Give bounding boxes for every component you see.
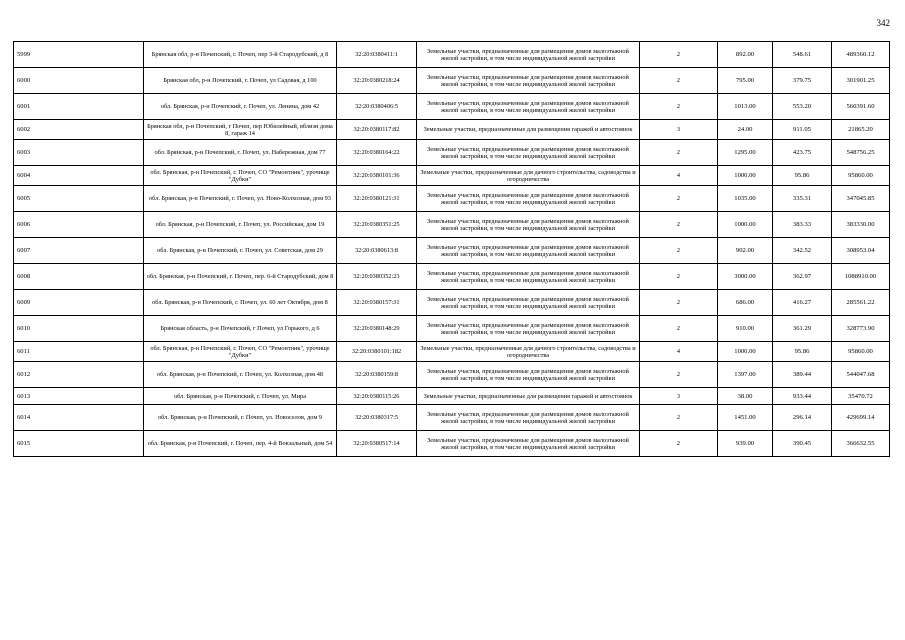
use-group-cell: 2	[640, 212, 718, 238]
land-use-cell: Земельные участки, предназначенные для размещения домов малоэтажной жилой застройки, в том числе индивидуальной жилой застройки	[417, 238, 640, 264]
address-cell: обл. Брянская, р-н Почепский, г. Почеп, пер. 6-й Стародубский, дом 8	[144, 264, 337, 290]
address-cell: обл. Брянская, р-н Почепский, г. Почеп, ул. Колхозная, дом 48	[144, 362, 337, 388]
table-row	[14, 342, 890, 362]
cadastral-value-cell: 1088910.00	[832, 264, 890, 290]
address-cell: Брянская область, р-н Почепский, г Почеп, ул Горького, д 6	[144, 316, 337, 342]
row-number-cell: 6015	[14, 431, 144, 457]
cadastral-number-cell: 32:20:0380115:26	[337, 388, 417, 405]
cadastral-number-cell: 32:20:0380121:31	[337, 186, 417, 212]
cadastral-number-cell: 32:20:0380411:1	[337, 42, 417, 68]
use-group-cell: 2	[640, 290, 718, 316]
address-cell: обл. Брянская, р-н Почепский, г. Почеп, ул. Ново-Колхозная, дом 93	[144, 186, 337, 212]
use-group-cell: 2	[640, 362, 718, 388]
table-row	[14, 166, 890, 186]
address-cell: обл. Брянская, р-н Почепский, г. Почеп, ул. 60 лет Октября, дом 8	[144, 290, 337, 316]
row-number-cell: 6002	[14, 120, 144, 140]
cadastral-number-cell: 32:20:0380218:24	[337, 68, 417, 94]
land-use-cell: Земельные участки, предназначенные для дачного строительства, садоводства и огородничества	[417, 166, 640, 186]
row-number-cell: 6009	[14, 290, 144, 316]
land-use-cell: Земельные участки, предназначенные для размещения домов малоэтажной жилой застройки, в том числе индивидуальной жилой застройки	[417, 264, 640, 290]
use-group-cell: 2	[640, 431, 718, 457]
cadastral-value-cell: 366632.55	[832, 431, 890, 457]
row-number-cell: 6005	[14, 186, 144, 212]
cadastral-value-cell: 560391.60	[832, 94, 890, 120]
use-group-cell: 2	[640, 238, 718, 264]
use-group-cell: 2	[640, 140, 718, 166]
row-number-cell: 6011	[14, 342, 144, 362]
cadastral-number-cell: 32:20:0380157:31	[337, 290, 417, 316]
address-cell: обл. Брянская, р-н Почепский, г. Почеп, ул. Ленина, дом 42	[144, 94, 337, 120]
address-cell: обл. Брянская, р-н Почепский, г. Почеп, СО "Ремонтник", урочище "Дубки"	[144, 166, 337, 186]
row-number-cell: 6004	[14, 166, 144, 186]
area-cell: 902.00	[718, 238, 773, 264]
use-group-cell: 2	[640, 68, 718, 94]
use-group-cell: 2	[640, 264, 718, 290]
table-row	[14, 362, 890, 388]
table-row	[14, 405, 890, 431]
address-cell: Брянская обл, р-н Почепский, г Почеп, пер Юбилейный, вблизи дома 8, гараж 14	[144, 120, 337, 140]
land-registry-table	[13, 41, 890, 457]
area-cell: 939.00	[718, 431, 773, 457]
cadastral-number-cell: 32:20:0380351:25	[337, 212, 417, 238]
cadastral-value-cell: 383330.00	[832, 212, 890, 238]
row-number-cell: 6006	[14, 212, 144, 238]
row-number-cell: 6001	[14, 94, 144, 120]
specific-value-cell: 553.20	[773, 94, 832, 120]
table-body	[14, 42, 890, 457]
cadastral-value-cell: 548756.25	[832, 140, 890, 166]
specific-value-cell: 383.33	[773, 212, 832, 238]
use-group-cell: 4	[640, 342, 718, 362]
cadastral-value-cell: 95860.00	[832, 342, 890, 362]
row-number-cell: 6010	[14, 316, 144, 342]
table-row	[14, 94, 890, 120]
cadastral-number-cell: 32:20:0380159:8	[337, 362, 417, 388]
area-cell: 892.00	[718, 42, 773, 68]
table-row	[14, 388, 890, 405]
table-row	[14, 290, 890, 316]
cadastral-value-cell: 301901.25	[832, 68, 890, 94]
use-group-cell: 2	[640, 405, 718, 431]
specific-value-cell: 389.44	[773, 362, 832, 388]
land-use-cell: Земельные участки, предназначенные для дачного строительства, садоводства и огородничества	[417, 342, 640, 362]
row-number-cell: 6014	[14, 405, 144, 431]
cadastral-value-cell: 308953.04	[832, 238, 890, 264]
row-number-cell: 5999	[14, 42, 144, 68]
row-number-cell: 6008	[14, 264, 144, 290]
address-cell: обл. Брянская, р-н Почепский, г. Почеп, ул. Новоселов, дом 9	[144, 405, 337, 431]
cadastral-number-cell: 32:20:0380164:22	[337, 140, 417, 166]
land-use-cell: Земельные участки, предназначенные для размещения домов малоэтажной жилой застройки, в том числе индивидуальной жилой застройки	[417, 186, 640, 212]
area-cell: 686.00	[718, 290, 773, 316]
address-cell: обл. Брянская, р-н Почепский, г. Почеп, ул. Советская, дом 29	[144, 238, 337, 264]
area-cell: 1397.00	[718, 362, 773, 388]
table-row	[14, 140, 890, 166]
land-use-cell: Земельные участки, предназначенные для размещения домов малоэтажной жилой застройки, в том числе индивидуальной жилой застройки	[417, 212, 640, 238]
table-row	[14, 316, 890, 342]
cadastral-number-cell: 32:20:0380148:29	[337, 316, 417, 342]
cadastral-number-cell: 32:20:0380317:5	[337, 405, 417, 431]
row-number-cell: 6000	[14, 68, 144, 94]
area-cell: 1451.00	[718, 405, 773, 431]
land-use-cell: Земельные участки, предназначенные для размещения домов малоэтажной жилой застройки, в том числе индивидуальной жилой застройки	[417, 316, 640, 342]
land-use-cell: Земельные участки, предназначенные для размещения домов малоэтажной жилой застройки, в том числе индивидуальной жилой застройки	[417, 290, 640, 316]
table-row	[14, 186, 890, 212]
use-group-cell: 3	[640, 120, 718, 140]
table-row	[14, 42, 890, 68]
area-cell: 1000.00	[718, 166, 773, 186]
specific-value-cell: 95.86	[773, 342, 832, 362]
use-group-cell: 2	[640, 316, 718, 342]
use-group-cell: 2	[640, 94, 718, 120]
area-cell: 1295.00	[718, 140, 773, 166]
table-row	[14, 120, 890, 140]
table-row	[14, 238, 890, 264]
address-cell: обл. Брянская, р-н Почепский, г. Почеп, пер. 4-й Вокзальный, дом 54	[144, 431, 337, 457]
address-cell: Брянская обл, р-н Почепский, г. Почеп, ул Садовая, д 100	[144, 68, 337, 94]
specific-value-cell: 379.75	[773, 68, 832, 94]
land-use-cell: Земельные участки, предназначенные для размещения домов малоэтажной жилой застройки, в том числе индивидуальной жилой застройки	[417, 140, 640, 166]
cadastral-number-cell: 32:20:0380117:82	[337, 120, 417, 140]
use-group-cell: 4	[640, 166, 718, 186]
use-group-cell: 3	[640, 388, 718, 405]
use-group-cell: 2	[640, 42, 718, 68]
area-cell: 24.00	[718, 120, 773, 140]
cadastral-value-cell: 285561.22	[832, 290, 890, 316]
specific-value-cell: 296.14	[773, 405, 832, 431]
specific-value-cell: 335.31	[773, 186, 832, 212]
address-cell: обл. Брянская, р-н Почепский, г. Почеп, ул. Набережная, дом 77	[144, 140, 337, 166]
specific-value-cell: 548.61	[773, 42, 832, 68]
land-use-cell: Земельные участки, предназначенные для размещения домов малоэтажной жилой застройки, в том числе индивидуальной жилой застройки	[417, 94, 640, 120]
cadastral-number-cell: 32:20:0380101:36	[337, 166, 417, 186]
cadastral-number-cell: 32:20:0380613:8	[337, 238, 417, 264]
cadastral-value-cell: 544047.68	[832, 362, 890, 388]
specific-value-cell: 342.52	[773, 238, 832, 264]
cadastral-value-cell: 328773.90	[832, 316, 890, 342]
specific-value-cell: 933.44	[773, 388, 832, 405]
specific-value-cell: 416.27	[773, 290, 832, 316]
cadastral-value-cell: 347045.85	[832, 186, 890, 212]
row-number-cell: 6007	[14, 238, 144, 264]
specific-value-cell: 361.29	[773, 316, 832, 342]
address-cell: обл. Брянская, р-н Почепский, г. Почеп, ул. Мира	[144, 388, 337, 405]
use-group-cell: 2	[640, 186, 718, 212]
cadastral-value-cell: 489360.12	[832, 42, 890, 68]
area-cell: 795.00	[718, 68, 773, 94]
page-number: 342	[876, 18, 890, 28]
land-use-cell: Земельные участки, предназначенные для размещения домов малоэтажной жилой застройки, в том числе индивидуальной жилой застройки	[417, 405, 640, 431]
address-cell: Брянская обл, р-н Почепский, г. Почеп, пер 3-й Стародубский, д 8	[144, 42, 337, 68]
area-cell: 1013.00	[718, 94, 773, 120]
cadastral-number-cell: 32:20:0380517:14	[337, 431, 417, 457]
address-cell: обл. Брянская, р-н Почепский, г. Почеп, ул. Российская, дом 19	[144, 212, 337, 238]
area-cell: 38.00	[718, 388, 773, 405]
row-number-cell: 6013	[14, 388, 144, 405]
land-use-cell: Земельные участки, предназначенные для размещения домов малоэтажной жилой застройки, в том числе индивидуальной жилой застройки	[417, 42, 640, 68]
table-row	[14, 264, 890, 290]
cadastral-number-cell: 32:20:0380101:182	[337, 342, 417, 362]
specific-value-cell: 95.86	[773, 166, 832, 186]
cadastral-value-cell: 21865.20	[832, 120, 890, 140]
cadastral-number-cell: 32:20:0380406:5	[337, 94, 417, 120]
cadastral-value-cell: 429699.14	[832, 405, 890, 431]
cadastral-value-cell: 95860.00	[832, 166, 890, 186]
land-use-cell: Земельные участки, предназначенные для размещения гаражей и автостоянок	[417, 120, 640, 140]
specific-value-cell: 362.97	[773, 264, 832, 290]
address-cell: обл. Брянская, р-н Почепский, г. Почеп, СО "Ремонтник", урочище "Дубки"	[144, 342, 337, 362]
cadastral-value-cell: 35470.72	[832, 388, 890, 405]
land-use-cell: Земельные участки, предназначенные для размещения домов малоэтажной жилой застройки, в том числе индивидуальной жилой застройки	[417, 362, 640, 388]
cadastral-number-cell: 32:20:0380352:23	[337, 264, 417, 290]
row-number-cell: 6012	[14, 362, 144, 388]
specific-value-cell: 423.75	[773, 140, 832, 166]
table-row	[14, 431, 890, 457]
area-cell: 1000.00	[718, 212, 773, 238]
area-cell: 910.00	[718, 316, 773, 342]
specific-value-cell: 390.45	[773, 431, 832, 457]
area-cell: 1035.00	[718, 186, 773, 212]
table-row	[14, 68, 890, 94]
land-use-cell: Земельные участки, предназначенные для размещения домов малоэтажной жилой застройки, в том числе индивидуальной жилой застройки	[417, 68, 640, 94]
land-use-cell: Земельные участки, предназначенные для размещения гаражей и автостоянок	[417, 388, 640, 405]
area-cell: 3000.00	[718, 264, 773, 290]
row-number-cell: 6003	[14, 140, 144, 166]
specific-value-cell: 911.05	[773, 120, 832, 140]
table-row	[14, 212, 890, 238]
land-use-cell: Земельные участки, предназначенные для размещения домов малоэтажной жилой застройки, в том числе индивидуальной жилой застройки	[417, 431, 640, 457]
area-cell: 1000.00	[718, 342, 773, 362]
